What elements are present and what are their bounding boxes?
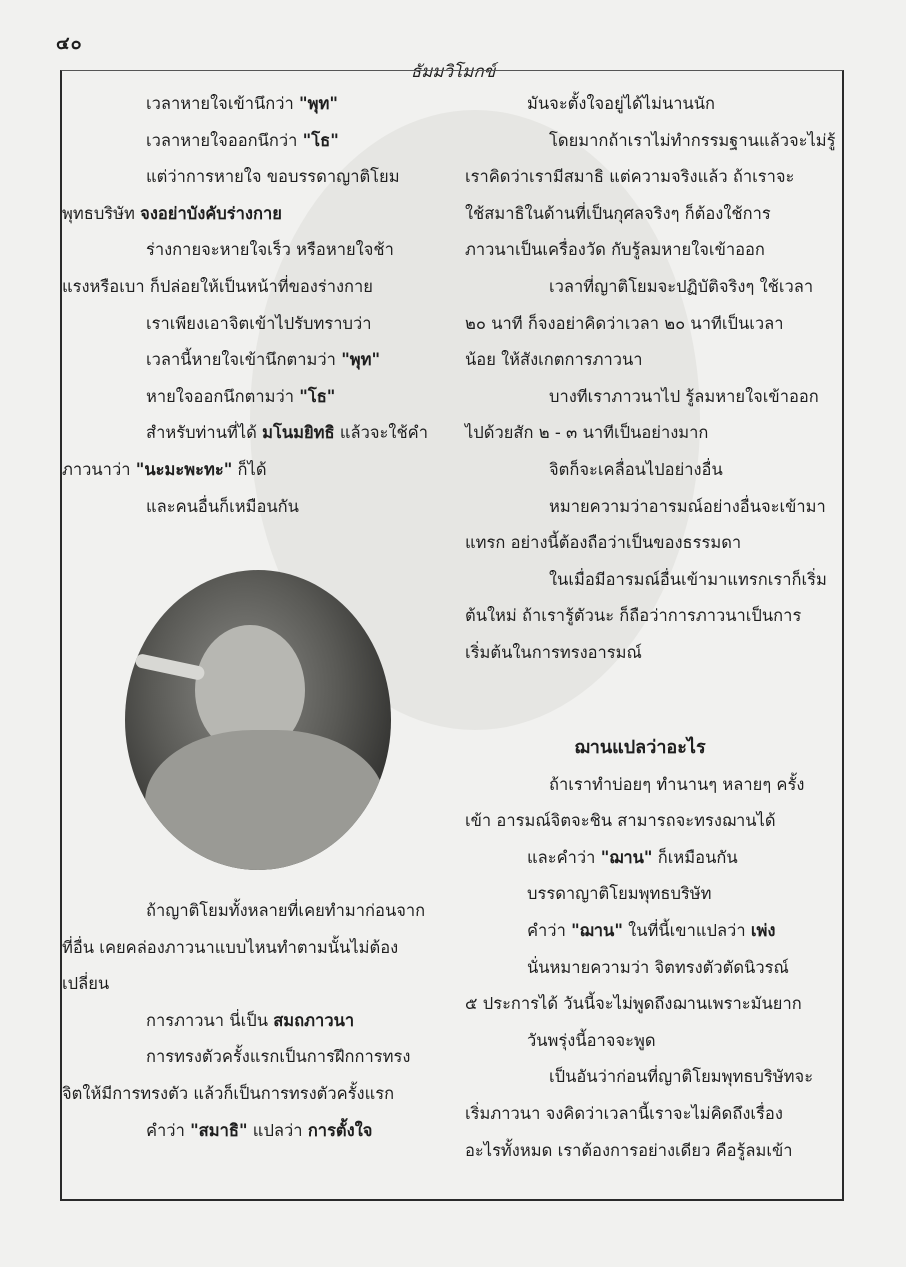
text-line (62, 452, 442, 489)
text-segment: น้อย ให้สังเกตการภาวนา (465, 350, 643, 370)
text-segment: สำหรับท่านที่ได้ (146, 423, 263, 443)
text-line (465, 232, 825, 269)
bold-term: "โธ" (302, 130, 339, 150)
text-segment: เวลาหายใจเข้านึกว่า (146, 94, 300, 113)
text-segment: นั่นหมายความว่า จิตทรงตัวตัดนิวรณ์ (527, 957, 789, 977)
text-segment: ก็เหมือนกัน (652, 847, 738, 867)
text-segment: บรรดาญาติโยมพุทธบริษัท (527, 884, 712, 904)
text-line (62, 123, 442, 160)
text-segment: ก็ได้ (232, 459, 267, 479)
text-segment: ถ้าเราทำบ่อยๆ ทำนานๆ หลายๆ ครั้ง (549, 774, 805, 794)
text-line (465, 1059, 825, 1096)
text-line (465, 635, 825, 672)
text-line (62, 196, 442, 233)
text-line (465, 767, 825, 804)
text-segment: คำว่า (146, 1120, 191, 1140)
text-line (62, 415, 442, 452)
text-segment: ต้นใหม่ ถ้าเรารู้ตัวนะ ก็ถือว่าการภาวนาเป็นการ (465, 606, 802, 626)
text-line (465, 342, 825, 379)
text-line (465, 452, 825, 489)
text-segment: ภาวนาเป็นเครื่องวัด กับรู้ลมหายใจเข้าออก (465, 240, 765, 260)
text-line (62, 893, 442, 930)
text-segment: ที่อื่น เคยคล่องภาวนาแบบไหนทำตามนั้นไม่ต้อง (62, 937, 399, 957)
text-line (465, 1133, 825, 1170)
text-segment: หมายความว่าอารมณ์อย่างอื่นจะเข้ามา (549, 496, 826, 516)
bold-term: "พุท" (299, 94, 338, 113)
left-top-text (62, 86, 442, 525)
right-column (465, 86, 836, 672)
bold-term: "นะมะพะทะ" (135, 459, 233, 479)
bold-term: "โธ" (299, 386, 336, 406)
text-segment: แล้วจะใช้คำ (334, 423, 428, 443)
text-segment: เป็นอันว่าก่อนที่ญาติโยมพุทธบริษัทจะ (549, 1067, 814, 1087)
text-segment: โดยมากถ้าเราไม่ทำกรรมฐานแล้วจะไม่รู้ (549, 130, 836, 150)
text-line (465, 269, 825, 306)
text-line (62, 1039, 442, 1076)
text-segment: แต่ว่าการหายใจ ขอบรรดาญาติโยม (146, 167, 400, 187)
text-segment: ไปด้วยสัก ๒ - ๓ นาทีเป็นอย่างมาก (465, 423, 709, 443)
text-segment: และคนอื่นก็เหมือนกัน (146, 496, 299, 516)
text-segment: ใช้สมาธิในด้านที่เป็นกุศลจริงๆ ก็ต้องใช้การ (465, 203, 771, 223)
text-line (465, 196, 825, 233)
text-line (62, 1113, 442, 1150)
text-line (465, 876, 825, 913)
text-line (62, 379, 442, 416)
text-line (465, 562, 825, 599)
running-header-text: ธัมมวิโมกข์ (405, 62, 502, 82)
page-number: ๔๐ (56, 33, 83, 54)
left-bottom-text (62, 893, 442, 1149)
text-line (465, 840, 825, 877)
bold-term: การตั้งใจ (307, 1120, 373, 1140)
text-segment: เราเพียงเอาจิตเข้าไปรับทราบว่า (146, 313, 372, 333)
text-line (465, 379, 825, 416)
text-segment: การทรงตัวครั้งแรกเป็นการฝึกการทรง (146, 1047, 411, 1067)
text-segment: เราคิดว่าเรามีสมาธิ แต่ความจริงแล้ว ถ้าเราจะ (465, 167, 795, 187)
text-line (465, 913, 825, 950)
text-segment: ๕ ประการได้ วันนี้จะไม่พูดถึงฌานเพราะมันยาก (465, 994, 802, 1014)
right-column-lower (465, 730, 825, 1169)
text-line (62, 930, 442, 967)
text-line (62, 269, 442, 306)
text-segment: เปลี่ยน (62, 974, 110, 994)
section-heading: ฌานแปลว่าอะไร (574, 737, 706, 758)
bold-term: เพ่ง (750, 920, 776, 940)
text-segment: เข้า อารมณ์จิตจะชิน สามารถจะทรงฌานได้ (465, 811, 776, 831)
text-segment: เวลานี้หายใจเข้านึกตามว่า (146, 350, 342, 370)
monk-photo (125, 570, 391, 870)
text-segment: เวลาที่ญาติโยมจะปฏิบัติจริงๆ ใช้เวลา (549, 276, 814, 296)
text-segment: คำว่า (527, 920, 572, 940)
text-segment: พุทธบริษัท (62, 203, 141, 223)
bold-term: "พุท" (341, 350, 381, 370)
bold-term: "ฌาน" (571, 920, 623, 940)
text-line (465, 489, 825, 526)
text-line (465, 86, 825, 123)
text-segment: หายใจออกนึกตามว่า (146, 386, 300, 406)
text-line (62, 306, 442, 343)
left-column (62, 86, 442, 525)
text-line (465, 803, 825, 840)
bold-term: จงอย่าบังคับร่างกาย (140, 203, 282, 223)
bold-term: "สมาธิ" (190, 1120, 248, 1140)
text-segment: เวลาหายใจออกนึกว่า (146, 130, 303, 150)
text-segment: ถ้าญาติโยมทั้งหลายที่เคยทำมาก่อนจาก (146, 901, 426, 920)
right-top-text (465, 86, 836, 672)
bold-term: มโนมยิทธิ (262, 423, 335, 443)
text-line (465, 986, 825, 1023)
text-segment: แทรก อย่างนี้ต้องถือว่าเป็นของธรรมดา (465, 533, 742, 553)
text-line (465, 598, 825, 635)
text-segment: ในที่นี้เขาแปลว่า (622, 920, 751, 940)
text-segment: ในเมื่อมีอารมณ์อื่นเข้ามาแทรกเราก็เริ่ม (549, 569, 827, 589)
text-line (62, 342, 442, 379)
text-segment: แปลว่า (247, 1120, 308, 1140)
text-segment: เริ่มต้นในการทรงอารมณ์ (465, 642, 642, 662)
right-bottom-text (465, 767, 825, 1170)
text-line (62, 86, 442, 123)
bold-term: "ฌาน" (600, 847, 653, 867)
text-line (62, 966, 442, 1003)
text-segment: ภาวนาว่า (62, 459, 136, 479)
text-line (465, 525, 825, 562)
text-segment: เริ่มภาวนา จงคิดว่าเวลานี้เราจะไม่คิดถึงเรื่อง (465, 1103, 783, 1123)
text-line (465, 1023, 825, 1060)
text-segment: จิตให้มีการทรงตัว แล้วก็เป็นการทรงตัวครั้งแรก (62, 1083, 395, 1103)
text-line (465, 306, 825, 343)
text-line (465, 1096, 825, 1133)
text-segment: ร่างกายจะหายใจเร็ว หรือหายใจช้า (146, 240, 394, 260)
text-segment: จิตก็จะเคลื่อนไปอย่างอื่น (549, 459, 723, 479)
text-line (62, 489, 442, 526)
photo-body (145, 730, 385, 870)
text-line (465, 159, 825, 196)
microphone-icon (134, 653, 205, 681)
text-segment: การภาวนา นี่เป็น (146, 1010, 274, 1030)
text-segment: แรงหรือเบา ก็ปล่อยให้เป็นหน้าที่ของร่างกาย (62, 276, 373, 296)
text-line (62, 159, 442, 196)
text-line (465, 950, 825, 987)
text-line (465, 415, 825, 452)
text-segment: อะไรทั้งหมด เราต้องการอย่างเดียว คือรู้ลมเข้า (465, 1140, 793, 1160)
text-line (62, 1003, 442, 1040)
text-line (62, 1076, 442, 1113)
text-line (62, 232, 442, 269)
text-segment: บางทีเราภาวนาไป รู้ลมหายใจเข้าออก (549, 386, 819, 406)
text-segment: วันพรุ่งนี้อาจจะพูด (527, 1030, 656, 1050)
text-line (465, 123, 836, 160)
bold-term: สมถภาวนา (273, 1010, 355, 1030)
left-column-bottom (62, 893, 442, 1149)
text-segment: ๒๐ นาที ก็จงอย่าคิดว่าเวลา ๒๐ นาทีเป็นเวลา (465, 313, 784, 333)
text-segment: และคำว่า (527, 847, 601, 867)
text-segment: มันจะตั้งใจอยู่ได้ไม่นานนัก (527, 94, 716, 113)
